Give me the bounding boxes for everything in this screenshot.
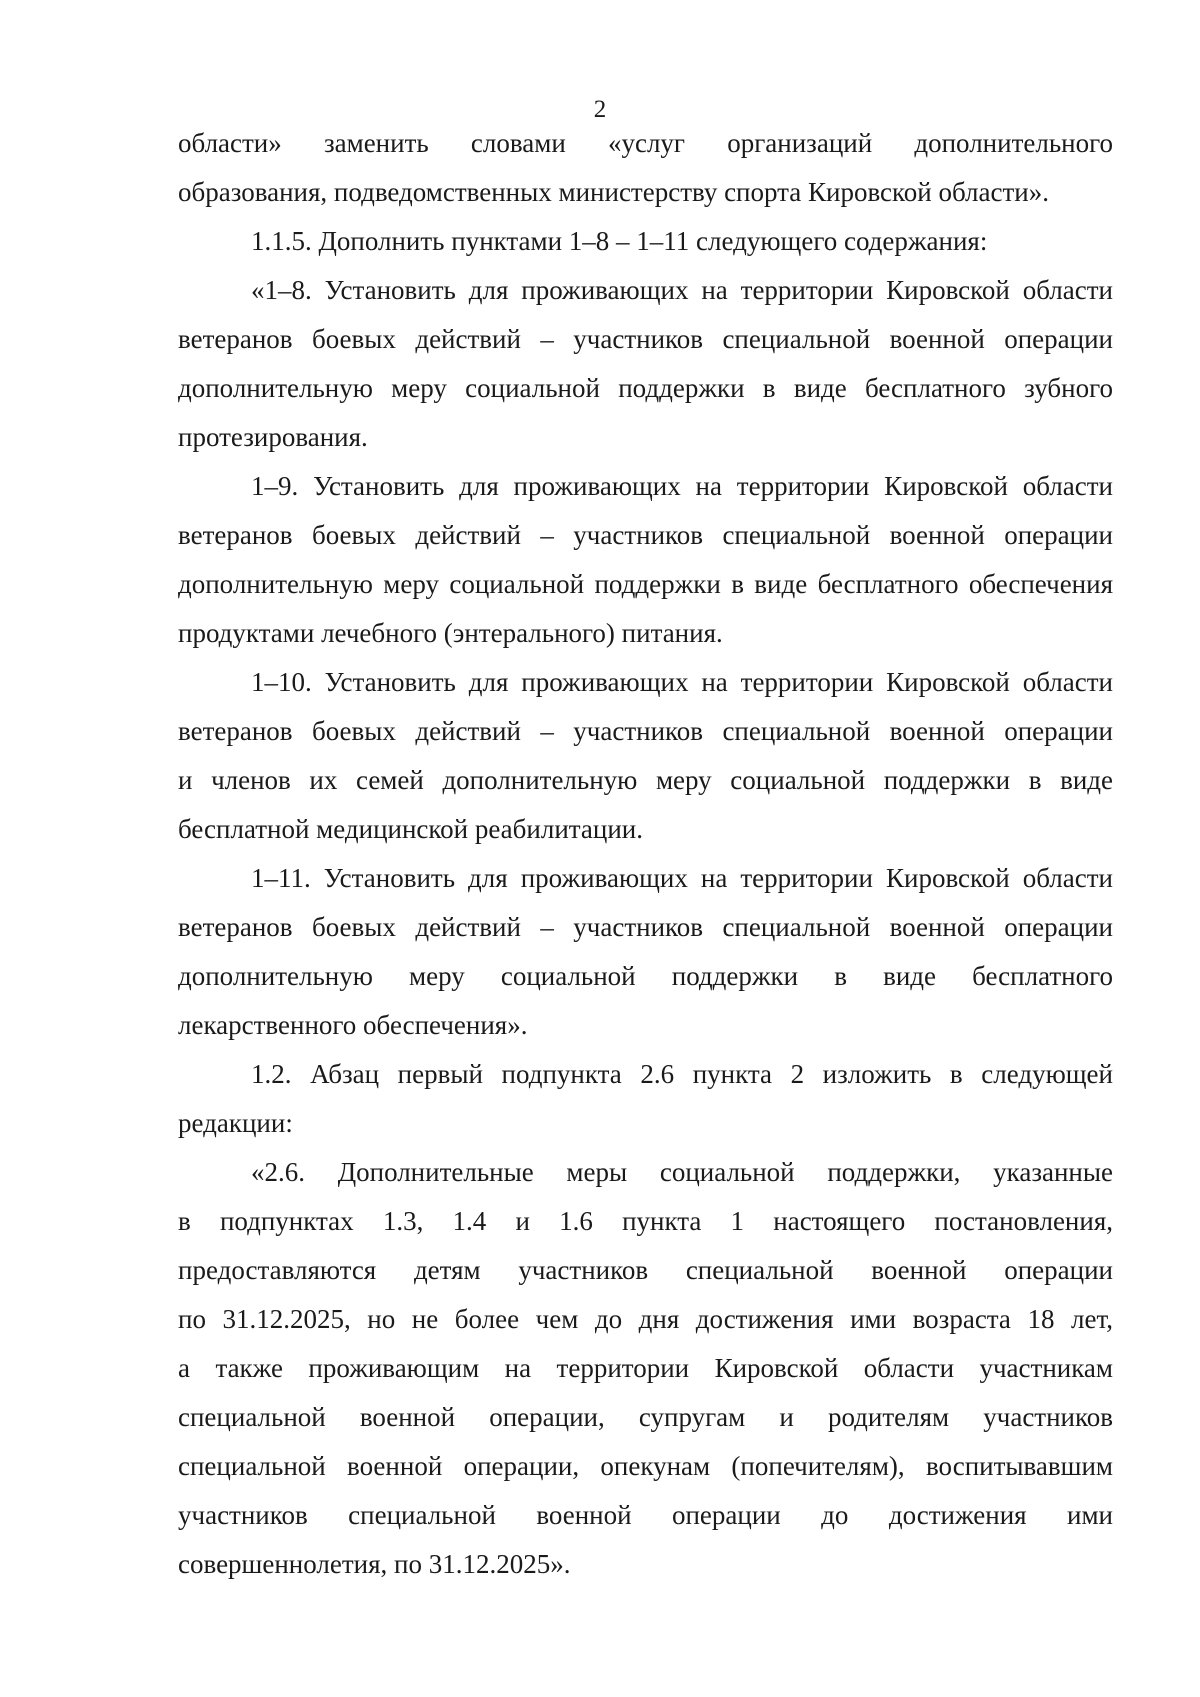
text-line: предоставляются детям участников специальной военной операции [178, 1255, 1113, 1285]
text-line: области» заменить словами «услуг организаций дополнительного [178, 128, 1113, 158]
text-line: ветеранов боевых действий – участников специальной военной операции [178, 716, 1113, 746]
text-line: 1.1.5. Дополнить пунктами 1–8 – 1–11 следующего содержания: [251, 226, 988, 256]
text-line: редакции: [178, 1108, 293, 1138]
text-line: 1–11. Установить для проживающих на территории Кировской области [251, 863, 1113, 893]
text-line: участников специальной военной операции до достижения ими [178, 1500, 1113, 1530]
text-line: протезирования. [178, 422, 368, 452]
text-line: ветеранов боевых действий – участников специальной военной операции [178, 912, 1113, 942]
text-line: ветеранов боевых действий – участников специальной военной операции [178, 324, 1113, 354]
text-line: образования, подведомственных министерству спорта Кировской области». [178, 177, 1049, 207]
text-line: лекарственного обеспечения». [178, 1010, 528, 1040]
text-line: а также проживающим на территории Кировской области участникам [178, 1353, 1113, 1383]
text-line: и членов их семей дополнительную меру социальной поддержки в виде [178, 765, 1113, 795]
text-line: специальной военной операции, опекунам (попечителям), воспитывавшим [178, 1451, 1113, 1481]
text-line: 1.2. Абзац первый подпункта 2.6 пункта 2 изложить в следующей [251, 1059, 1113, 1089]
text-line: по 31.12.2025, но не более чем до дня достижения ими возраста 18 лет, [178, 1304, 1113, 1334]
page-number: 2 [593, 96, 607, 123]
text-line: специальной военной операции, супругам и родителям участников [178, 1402, 1113, 1432]
text-line: 1–10. Установить для проживающих на территории Кировской области [251, 667, 1113, 697]
text-line: «2.6. Дополнительные меры социальной поддержки, указанные [251, 1157, 1113, 1187]
text-line: «1–8. Установить для проживающих на территории Кировской области [251, 275, 1113, 305]
text-line: дополнительную меру социальной поддержки в виде бесплатного зубного [178, 373, 1113, 403]
text-line: продуктами лечебного (энтерального) питания. [178, 618, 723, 648]
text-line: совершеннолетия, по 31.12.2025». [178, 1549, 571, 1579]
text-line: бесплатной медицинской реабилитации. [178, 814, 643, 844]
text-line: дополнительную меру социальной поддержки в виде бесплатного обеспечения [178, 569, 1113, 599]
text-line: дополнительную меру социальной поддержки в виде бесплатного [178, 961, 1113, 991]
text-line: 1–9. Установить для проживающих на территории Кировской области [251, 471, 1113, 501]
document-body [178, 119, 1113, 1589]
text-line: в подпунктах 1.3, 1.4 и 1.6 пункта 1 настоящего постановления, [178, 1206, 1113, 1236]
text-line: ветеранов боевых действий – участников специальной военной операции [178, 520, 1113, 550]
